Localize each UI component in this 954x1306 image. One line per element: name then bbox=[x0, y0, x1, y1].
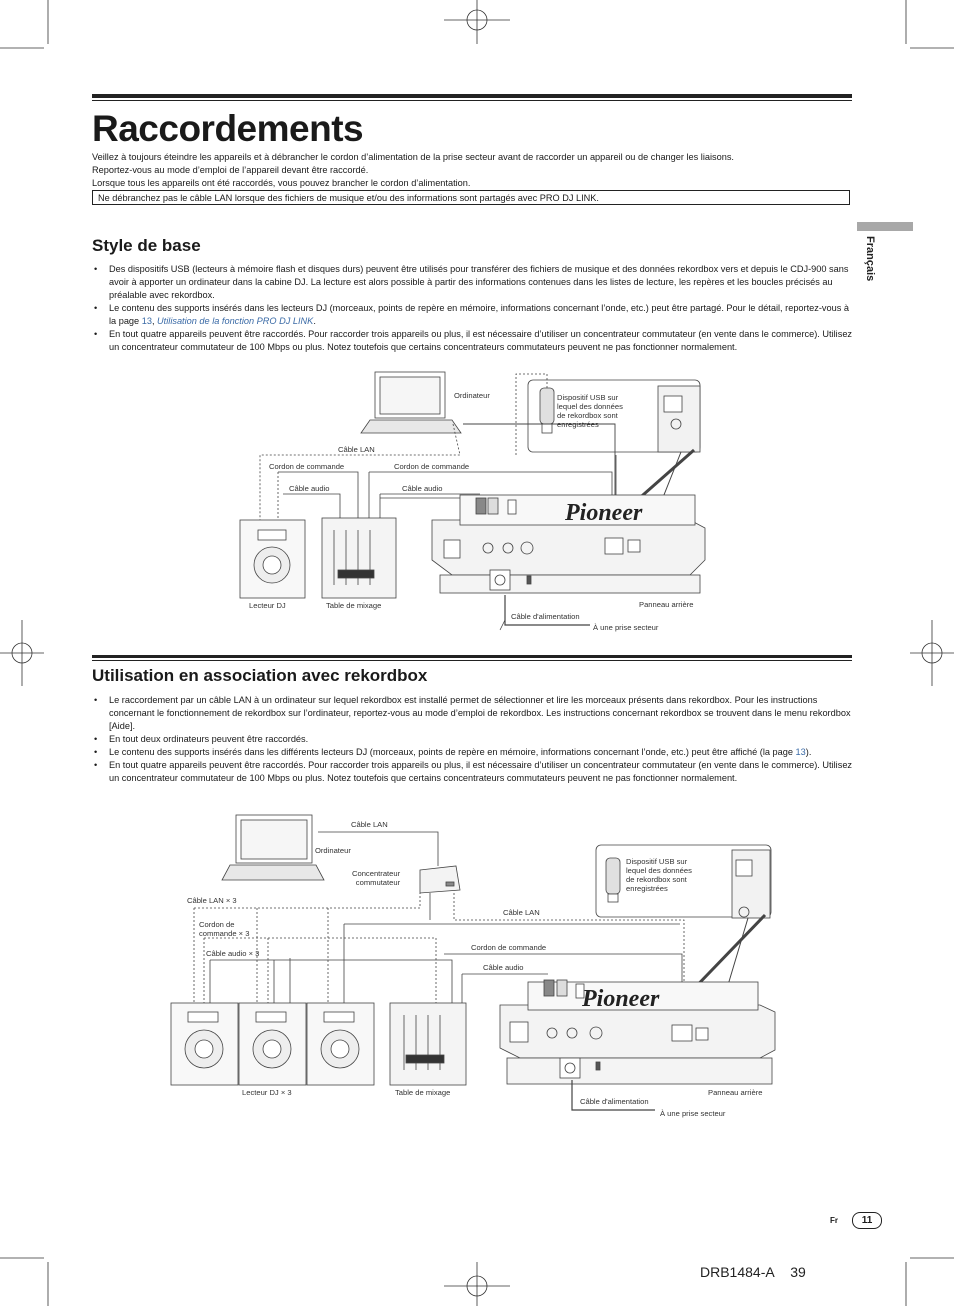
diag1-label-audio2: Câble audio bbox=[402, 484, 443, 493]
warning-note: Ne débranchez pas le câble LAN lorsque des fichiers de musique et/ou des informations sont partagés avec PRO DJ LINK. bbox=[92, 190, 850, 205]
diag2-label-table: Table de mixage bbox=[395, 1088, 451, 1097]
footer-doc-id bbox=[700, 1264, 806, 1280]
bullet-text: . bbox=[313, 316, 316, 326]
bullet-item: • En tout quatre appareils peuvent être raccordés. Pour raccorder trois appareils ou plus, il est nécessaire d’utiliser un concentrateur commutateur (en vente dans le commerce). Utilisez un concentrateur commutateur de 100 Mbps ou plus. Notez toutefois que certains concentrateurs commutateurs peuvent ne pas fonctionner normalement. bbox=[92, 759, 854, 785]
diag2-label-panneau: Panneau arrière bbox=[708, 1088, 763, 1097]
intro-line: Reportez-vous au mode d’emploi de l’appareil devant être raccordé. bbox=[92, 165, 369, 175]
usb-stick-icon bbox=[606, 858, 620, 902]
diag2-label-lecteur-x3: Lecteur DJ × 3 bbox=[242, 1088, 292, 1097]
mixer-icon bbox=[390, 1003, 466, 1085]
diag2-label-audio: Câble audio bbox=[483, 963, 524, 972]
bullet-item: • En tout quatre appareils peuvent être raccordés. Pour raccorder trois appareils ou plus, il est nécessaire d’utiliser un concentrateur commutateur (en vente dans le commerce). Utilisez un concentrateur commutateur de 100 Mbps ou plus. Notez toutefois que certains concentrateurs commutateurs peuvent ne pas fonctionner normalement. bbox=[92, 328, 854, 354]
diag2-label-cordon-x3 bbox=[199, 920, 249, 938]
diag2-label-concentrateur bbox=[352, 869, 400, 887]
diag1-label-lecteur: Lecteur DJ bbox=[249, 601, 286, 610]
bullet-item: • Le raccordement par un câble LAN à un ordinateur sur lequel rekordbox est installé permet de sélectionner et lire les morceaux présents dans rekordbox. Pour les instructions concernant le fonctionnement de rekordbox sur l’ordinateur, reportez-vous au mode d’emploi de rekordbox. Les instructions concernant rekordbox se trouvent dans le menu rekordbox [Aide]. bbox=[92, 694, 854, 733]
section-heading-style-de-base: Style de base bbox=[92, 236, 201, 255]
diag1-label-cordon1: Cordon de commande bbox=[269, 462, 345, 471]
section-link[interactable]: Utilisation de la fonction PRO DJ LINK bbox=[157, 316, 314, 326]
pioneer-logo: Pioneer bbox=[582, 986, 660, 1012]
usb-label-line: enregistrées bbox=[557, 420, 599, 429]
doc-id-text: DRB1484-A bbox=[700, 1264, 775, 1280]
diag1-label-alim: Câble d'alimentation bbox=[511, 612, 580, 621]
diag2-label-cable-lan-top: Câble LAN bbox=[351, 820, 388, 829]
diag1-label-panneau: Panneau arrière bbox=[639, 600, 694, 609]
diag2-label-alim: Câble d'alimentation bbox=[580, 1097, 649, 1106]
language-tab-label: Français bbox=[864, 236, 876, 282]
cordon-label-line: commande × 3 bbox=[199, 929, 250, 938]
bullet-text: Le contenu des supports insérés dans les différents lecteurs DJ (morceaux, points de repère en mémoire, informations concernant l’onde, etc.) peut être affiché (la page bbox=[109, 747, 796, 757]
sheet-number: 39 bbox=[790, 1264, 806, 1280]
diag1-label-audio1: Câble audio bbox=[289, 484, 330, 493]
usb-label-line: de rekordbox sont bbox=[557, 411, 618, 420]
usb-label-line: lequel des données bbox=[557, 402, 623, 411]
footer-page-number: 11 bbox=[852, 1212, 882, 1229]
diag2-label-usb bbox=[626, 857, 692, 893]
diag1-label-ordinateur: Ordinateur bbox=[454, 391, 490, 400]
diag2-label-cable-lan-right: Câble LAN bbox=[503, 908, 540, 917]
dj-player-icon bbox=[171, 1003, 238, 1085]
usb-label-line: de rekordbox sont bbox=[626, 875, 687, 884]
page-link[interactable]: 13 bbox=[795, 747, 806, 757]
dj-player-icon bbox=[239, 1003, 306, 1085]
diag2-label-prise: À une prise secteur bbox=[660, 1109, 726, 1118]
usb-label-line: lequel des données bbox=[626, 866, 692, 875]
bullet-item: • Des dispositifs USB (lecteurs à mémoire flash et disques durs) peuvent être utilisés pour transférer des fichiers de musique et des données rekordbox vers et depuis le CDJ-900 sans avoir à apporter un ordinateur dans la cabine DJ. La lecture est alors possible à partir des informations contenues dans les listes de lecture, les repères et les boucles précisés au préalable avec rekordbox. bbox=[92, 263, 854, 302]
bullet-text: , bbox=[151, 316, 158, 326]
diag2-label-audio-x3: Câble audio × 3 bbox=[206, 949, 260, 958]
dj-player-icon bbox=[307, 1003, 374, 1085]
intro-line: Veillez à toujours éteindre les appareils et à débrancher le cordon d’alimentation de la prise secteur avant de raccorder un appareil ou de changer les liaisons. bbox=[92, 152, 734, 162]
hub-label-line: commutateur bbox=[355, 878, 401, 887]
diag1-label-cable-lan: Câble LAN bbox=[338, 445, 375, 454]
diag1-label-cordon2: Cordon de commande bbox=[394, 462, 470, 471]
diag2-label-ordinateur: Ordinateur bbox=[315, 846, 351, 855]
pioneer-logo: Pioneer bbox=[565, 500, 643, 526]
section-heading-rekordbox: Utilisation en association avec rekordbox bbox=[92, 666, 428, 685]
diag2-label-cordon: Cordon de commande bbox=[471, 943, 547, 952]
page-title: Raccordements bbox=[92, 108, 364, 149]
usb-label-line: enregistrées bbox=[626, 884, 668, 893]
diag1-label-table: Table de mixage bbox=[326, 601, 382, 610]
hub-label-line: Concentrateur bbox=[352, 869, 401, 878]
laptop-icon bbox=[222, 815, 324, 880]
footer-lang-code: Fr bbox=[830, 1216, 838, 1225]
diag2-label-lan-x3: Câble LAN × 3 bbox=[187, 896, 237, 905]
usb-label-line: Dispositif USB sur bbox=[626, 857, 688, 866]
intro-line: Lorsque tous les appareils ont été raccordés, vous pouvez brancher le cordon d’alimentation. bbox=[92, 178, 471, 188]
switching-hub-icon bbox=[420, 866, 460, 893]
bullet-text: ). bbox=[805, 747, 812, 757]
page-link[interactable]: 13 bbox=[141, 316, 152, 326]
diag1-label-prise: À une prise secteur bbox=[593, 623, 659, 632]
bullet-text: Le contenu des supports insérés dans les lecteurs DJ (morceaux, points de repère en mémoire, informations concernant l’onde, etc.) peut être partagé. Pour le détail, reportez-vous à la page bbox=[109, 303, 849, 326]
bullet-item: • En tout deux ordinateurs peuvent être raccordés. bbox=[92, 733, 854, 746]
cordon-label-line: Cordon de bbox=[199, 920, 235, 929]
usb-label-line: Dispositif USB sur bbox=[557, 393, 619, 402]
